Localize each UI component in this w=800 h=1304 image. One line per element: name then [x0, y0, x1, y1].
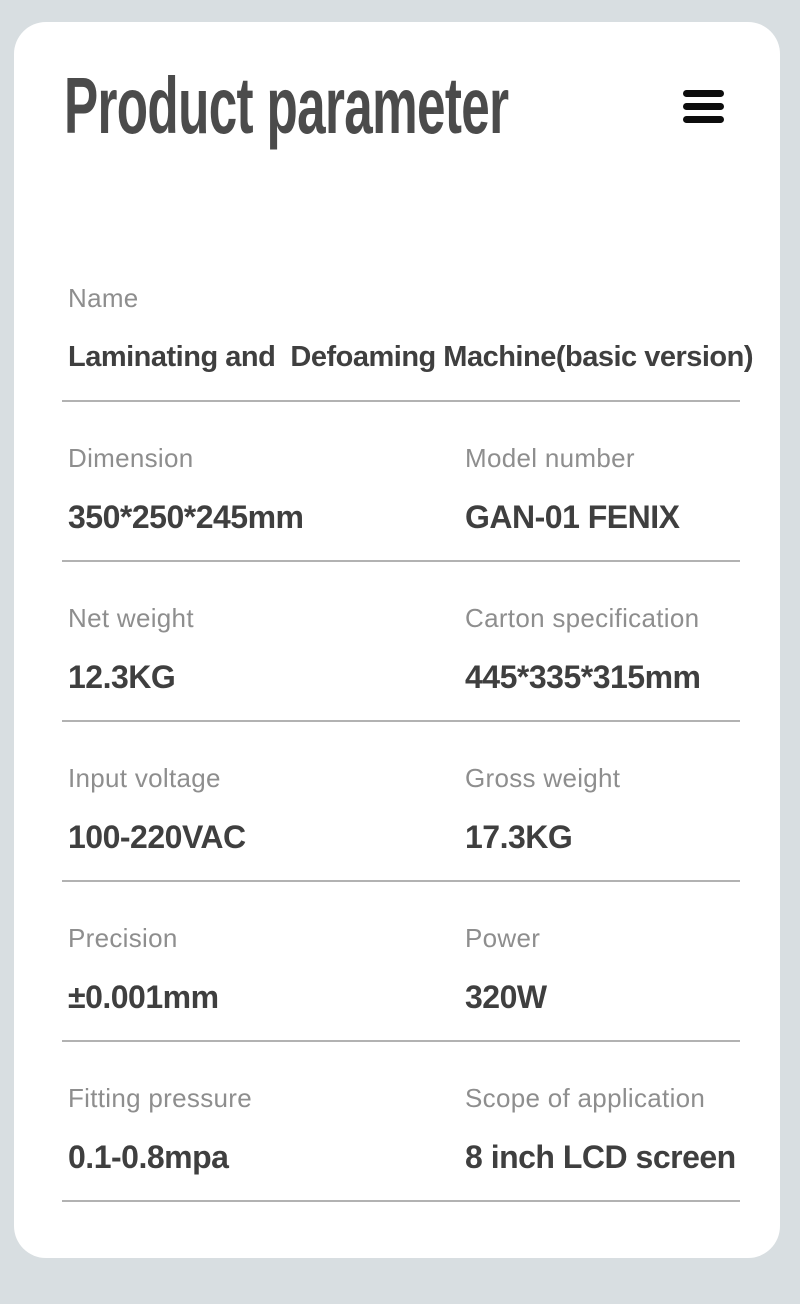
param-label-dimension: Dimension — [68, 443, 194, 473]
param-value-name: Laminating and Defoaming Machine(basic version) — [68, 341, 754, 373]
param-label-gross-weight: Gross weight — [465, 763, 621, 793]
param-cell — [62, 282, 754, 376]
page-title: Product parameter — [64, 61, 509, 150]
param-cell — [459, 1082, 740, 1176]
param-label-carton-specification: Carton specification — [465, 603, 700, 633]
param-row-pressure-scope — [62, 1042, 740, 1202]
param-row-name — [62, 242, 754, 402]
param-cell — [62, 602, 459, 696]
param-cell — [62, 922, 459, 1016]
param-value-model-number: GAN-01 FENIX — [465, 499, 680, 535]
title-wrap — [64, 61, 554, 150]
header — [14, 22, 780, 150]
param-label-scope-of-application: Scope of application — [465, 1083, 706, 1113]
param-row-weight-carton — [62, 562, 740, 722]
product-parameter-card — [14, 22, 780, 1258]
param-cell — [459, 442, 740, 536]
param-value-net-weight: 12.3KG — [68, 659, 176, 695]
param-value-dimension: 350*250*245mm — [68, 499, 304, 535]
hamburger-bar — [683, 90, 724, 97]
hamburger-menu-icon[interactable] — [683, 86, 724, 127]
param-cell — [62, 442, 459, 536]
param-label-name: Name — [68, 283, 139, 313]
hamburger-bar — [683, 103, 724, 110]
param-label-model-number: Model number — [465, 443, 635, 473]
param-value-power: 320W — [465, 979, 547, 1015]
param-cell — [459, 922, 740, 1016]
param-label-net-weight: Net weight — [68, 603, 194, 633]
param-value-gross-weight: 17.3KG — [465, 819, 573, 855]
parameter-table — [14, 242, 780, 1202]
hamburger-bar — [683, 116, 724, 123]
param-label-input-voltage: Input voltage — [68, 763, 221, 793]
param-row-voltage-gross — [62, 722, 740, 882]
param-label-fitting-pressure: Fitting pressure — [68, 1083, 252, 1113]
param-value-scope-of-application: 8 inch LCD screen — [465, 1139, 736, 1175]
param-cell — [459, 602, 740, 696]
param-cell — [459, 762, 740, 856]
param-row-dimension-model — [62, 402, 740, 562]
param-label-power: Power — [465, 923, 541, 953]
param-cell — [62, 762, 459, 856]
param-cell — [62, 1082, 459, 1176]
param-value-carton-specification: 445*335*315mm — [465, 659, 701, 695]
param-row-precision-power — [62, 882, 740, 1042]
param-label-precision: Precision — [68, 923, 178, 953]
param-value-precision: ±0.001mm — [68, 979, 219, 1015]
param-value-input-voltage: 100-220VAC — [68, 819, 246, 855]
param-value-fitting-pressure: 0.1-0.8mpa — [68, 1139, 229, 1175]
